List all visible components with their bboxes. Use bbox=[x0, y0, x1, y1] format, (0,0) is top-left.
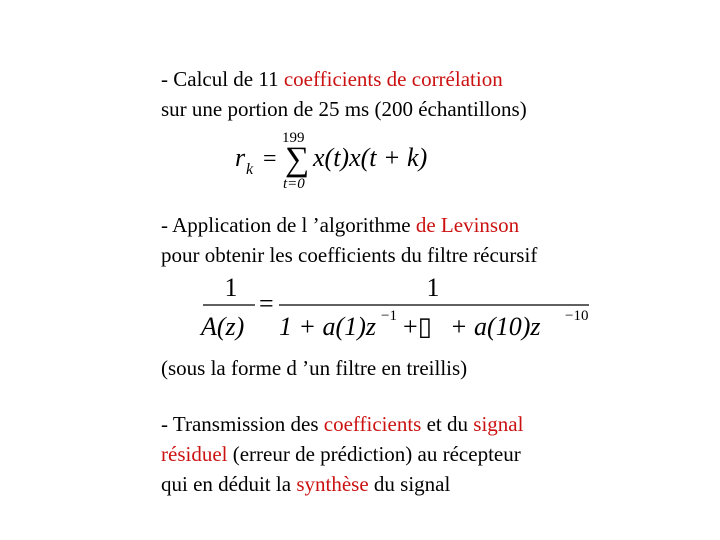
eq2-denominator-part2: + a(10)z bbox=[450, 312, 541, 341]
section4-line1 bbox=[161, 409, 523, 439]
eq2-exponent1: −1 bbox=[381, 308, 397, 324]
section2-line1-prefix: - Application de l ’algorithme bbox=[161, 213, 416, 237]
section4-line3-prefix: qui en déduit la bbox=[161, 472, 297, 496]
section3-line1 bbox=[161, 353, 467, 383]
section2-line2-text: pour obtenir les coefficients du filtre récursif bbox=[161, 243, 538, 267]
eq2-denominator-part1: 1 + a(1)z bbox=[279, 312, 376, 341]
transfer-function-equation bbox=[195, 272, 595, 344]
eq2-lhs-denominator: A(z) bbox=[201, 312, 245, 341]
section2-line1 bbox=[161, 210, 519, 240]
section1-highlight-correlation: coefficients de corrélation bbox=[283, 67, 503, 91]
eq2-rhs-numerator: 1 bbox=[426, 273, 440, 302]
eq2-equals: = bbox=[259, 289, 274, 318]
section4-line2-rest: (erreur de prédiction) au récepteur bbox=[227, 442, 521, 466]
section1-line2-text: sur une portion de 25 ms (200 échantillons) bbox=[161, 97, 527, 121]
section4-highlight-signal: signal bbox=[473, 412, 524, 436]
eq1-upper-limit: 199 bbox=[282, 130, 305, 146]
section1-line2 bbox=[161, 94, 527, 124]
eq1-r: r bbox=[235, 143, 246, 172]
eq1-sigma: ∑ bbox=[285, 141, 310, 178]
section2-line2 bbox=[161, 240, 537, 270]
eq1-lower-limit: t=0 bbox=[283, 176, 305, 192]
section4-line3-suffix: du signal bbox=[368, 472, 451, 496]
section4-line1-prefix: - Transmission des bbox=[161, 412, 324, 436]
section4-line2 bbox=[161, 439, 521, 469]
eq2-lhs-numerator: 1 bbox=[224, 273, 238, 302]
section1-line1 bbox=[161, 64, 503, 94]
section2-highlight-levinson: de Levinson bbox=[415, 213, 520, 237]
eq1-k-subscript: k bbox=[246, 161, 254, 178]
eq1-summand: x(t)x(t + k) bbox=[313, 143, 428, 172]
section4-line1-middle: et du bbox=[421, 412, 474, 436]
eq2-plus-placeholder: +▯ bbox=[403, 312, 432, 341]
section4-line3 bbox=[161, 469, 450, 499]
section4-highlight-residuel: résiduel bbox=[161, 442, 228, 466]
eq2-exponent2: −10 bbox=[565, 308, 589, 324]
section1-line1-prefix: - Calcul de 11 bbox=[161, 67, 284, 91]
section4-highlight-coefficients: coefficients bbox=[323, 412, 422, 436]
eq1-equals: = bbox=[263, 146, 277, 172]
section3-text: (sous la forme d ’un filtre en treillis) bbox=[161, 356, 468, 380]
section4-highlight-synthese: synthèse bbox=[296, 472, 369, 496]
autocorrelation-equation bbox=[225, 126, 445, 196]
